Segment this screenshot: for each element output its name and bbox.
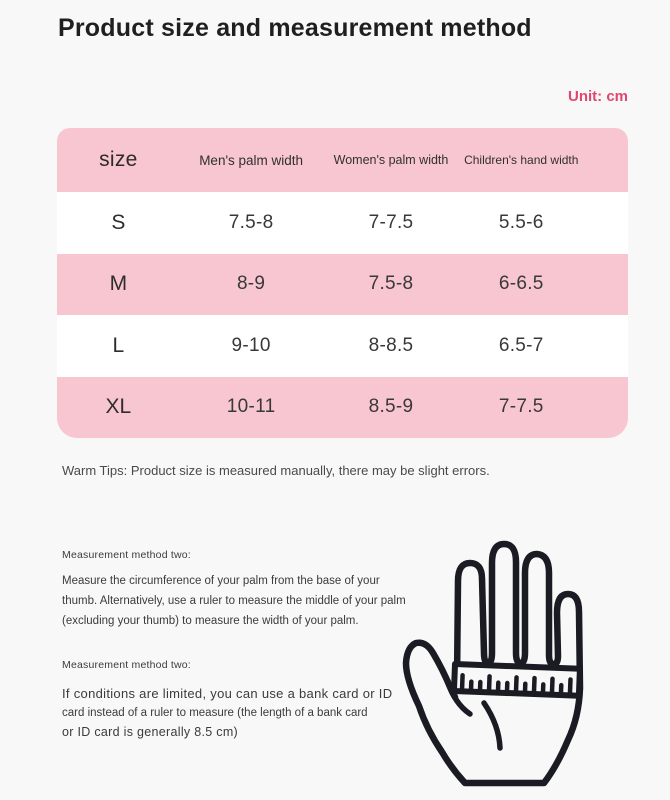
cell-size: S bbox=[111, 210, 126, 234]
cell-men: 10-11 bbox=[226, 396, 276, 418]
cell-women: 7.5-8 bbox=[368, 273, 414, 295]
hand-ruler-illustration bbox=[398, 533, 630, 791]
page-title: Product size and measurement method bbox=[58, 14, 532, 42]
measurement-method-label-1: Measurement method two: bbox=[62, 549, 191, 561]
measurement-method-paragraph-1 bbox=[62, 571, 406, 631]
paragraph-line: thumb. Alternatively, use a ruler to measure the middle of your palm bbox=[62, 595, 406, 607]
cell-men: 7.5-8 bbox=[228, 211, 274, 233]
warm-tips-text: Warm Tips: Product size is measured manually, there may be slight errors. bbox=[62, 463, 490, 478]
table-row-s bbox=[57, 192, 628, 254]
paragraph-line: If conditions are limited, you can use a bank card or ID bbox=[62, 686, 393, 701]
header-cell-children: Children's hand width bbox=[464, 153, 579, 167]
table-header-row bbox=[57, 128, 628, 192]
table-row-l bbox=[57, 315, 628, 377]
cell-children: 6-6.5 bbox=[498, 273, 544, 295]
cell-men: 9-10 bbox=[231, 334, 271, 356]
measurement-method-label-2: Measurement method two: bbox=[62, 659, 191, 671]
cell-size: M bbox=[109, 272, 128, 296]
cell-women: 7-7.5 bbox=[368, 211, 414, 233]
header-cell-men: Men's palm width bbox=[199, 152, 304, 168]
cell-women: 8.5-9 bbox=[368, 396, 414, 418]
paragraph-line: (excluding your thumb) to measure the width of your palm. bbox=[62, 615, 359, 627]
paragraph-line: or ID card is generally 8.5 cm) bbox=[62, 725, 239, 739]
cell-children: 5.5-6 bbox=[498, 211, 544, 233]
cell-size: L bbox=[112, 333, 125, 357]
cell-children: 6.5-7 bbox=[498, 334, 544, 356]
cell-size: XL bbox=[105, 395, 132, 419]
paragraph-line: Measure the circumference of your palm from the base of your bbox=[62, 575, 380, 587]
measurement-method-paragraph-2 bbox=[62, 684, 392, 743]
header-cell-size: size bbox=[99, 148, 138, 171]
header-cell-women: Women's palm width bbox=[333, 153, 449, 167]
hand-with-ruler-icon bbox=[398, 533, 630, 791]
table-row-m bbox=[57, 254, 628, 316]
cell-men: 8-9 bbox=[236, 273, 266, 295]
paragraph-line: card instead of a ruler to measure (the length of a bank card bbox=[62, 706, 368, 719]
table-row-xl bbox=[57, 377, 628, 439]
unit-label: Unit: cm bbox=[568, 88, 628, 105]
cell-women: 8-8.5 bbox=[368, 334, 414, 356]
size-table bbox=[57, 128, 628, 438]
cell-children: 7-7.5 bbox=[498, 396, 544, 418]
